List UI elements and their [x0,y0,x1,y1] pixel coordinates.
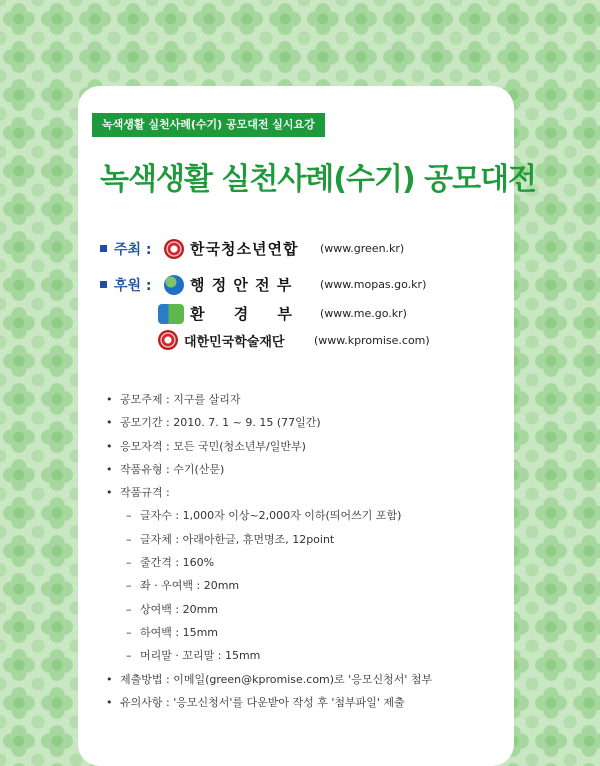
role-host: 주최 : [100,239,164,259]
list-item: • 작품유형 : 수기(산문) [106,462,225,476]
list-item: • 작품규격 : [106,486,170,500]
sponsor-row [158,330,430,350]
org-name: 한국청소년연합 [190,240,299,258]
green-korea-logo-icon [164,239,184,259]
org-url: (www.me.go.kr) [320,307,407,320]
org-name: 대한민국학술재단 [184,334,285,350]
page-title: 녹색생활 실천사례(수기) 공모대전 [100,162,537,197]
square-bullet-icon [100,245,107,252]
org-url: (www.mopas.go.kr) [320,278,427,291]
org-name: 환 경 부 [190,305,304,323]
sponsor-row [158,303,407,324]
spec-item: – 글자체 : 아래아한글, 휴먼명조, 12point [126,532,335,546]
list-item: • 공모기간 : 2010. 7. 1 ~ 9. 15 (77일간) [106,416,321,430]
detail-list [106,388,432,714]
spec-item: – 머리말 · 꼬리말 : 15mm [126,649,261,663]
spec-item: – 상여백 : 20mm [126,602,219,616]
role-sponsor: 후원 : [100,275,164,295]
spec-item: – 좌 · 우여백 : 20mm [126,579,240,593]
sponsor-row [100,274,426,295]
org-name: 행 정 안 전 부 [190,276,293,294]
spec-item: – 하여백 : 15mm [126,625,219,639]
list-item: • 응모자격 : 모든 국민(청소년부/일반부) [106,439,306,453]
foundation-logo-icon [158,330,178,350]
mopas-logo-icon [164,275,184,295]
square-bullet-icon [100,281,107,288]
list-item: • 공모주제 : 지구를 살리자 [106,393,241,406]
spec-item: – 줄간격 : 160% [126,556,215,570]
org-url: (www.green.kr) [320,242,405,255]
org-url: (www.kpromise.com) [314,333,430,347]
me-logo-icon [158,304,184,324]
header-tag: 녹색생활 실천사례(수기) 공모대전 실시요강 [92,113,325,137]
organizer-row [100,238,404,259]
spec-item: – 글자수 : 1,000자 이상~2,000자 이하(띄어쓰기 포함) [126,509,402,523]
list-item: • 제출방법 : 이메일(green@kpromise.com)로 '응모신청서' 첨부 [106,672,433,686]
list-item: • 유의사항 : '응모신청서'를 다운받아 작성 후 '첨부파일' 제출 [106,695,405,709]
